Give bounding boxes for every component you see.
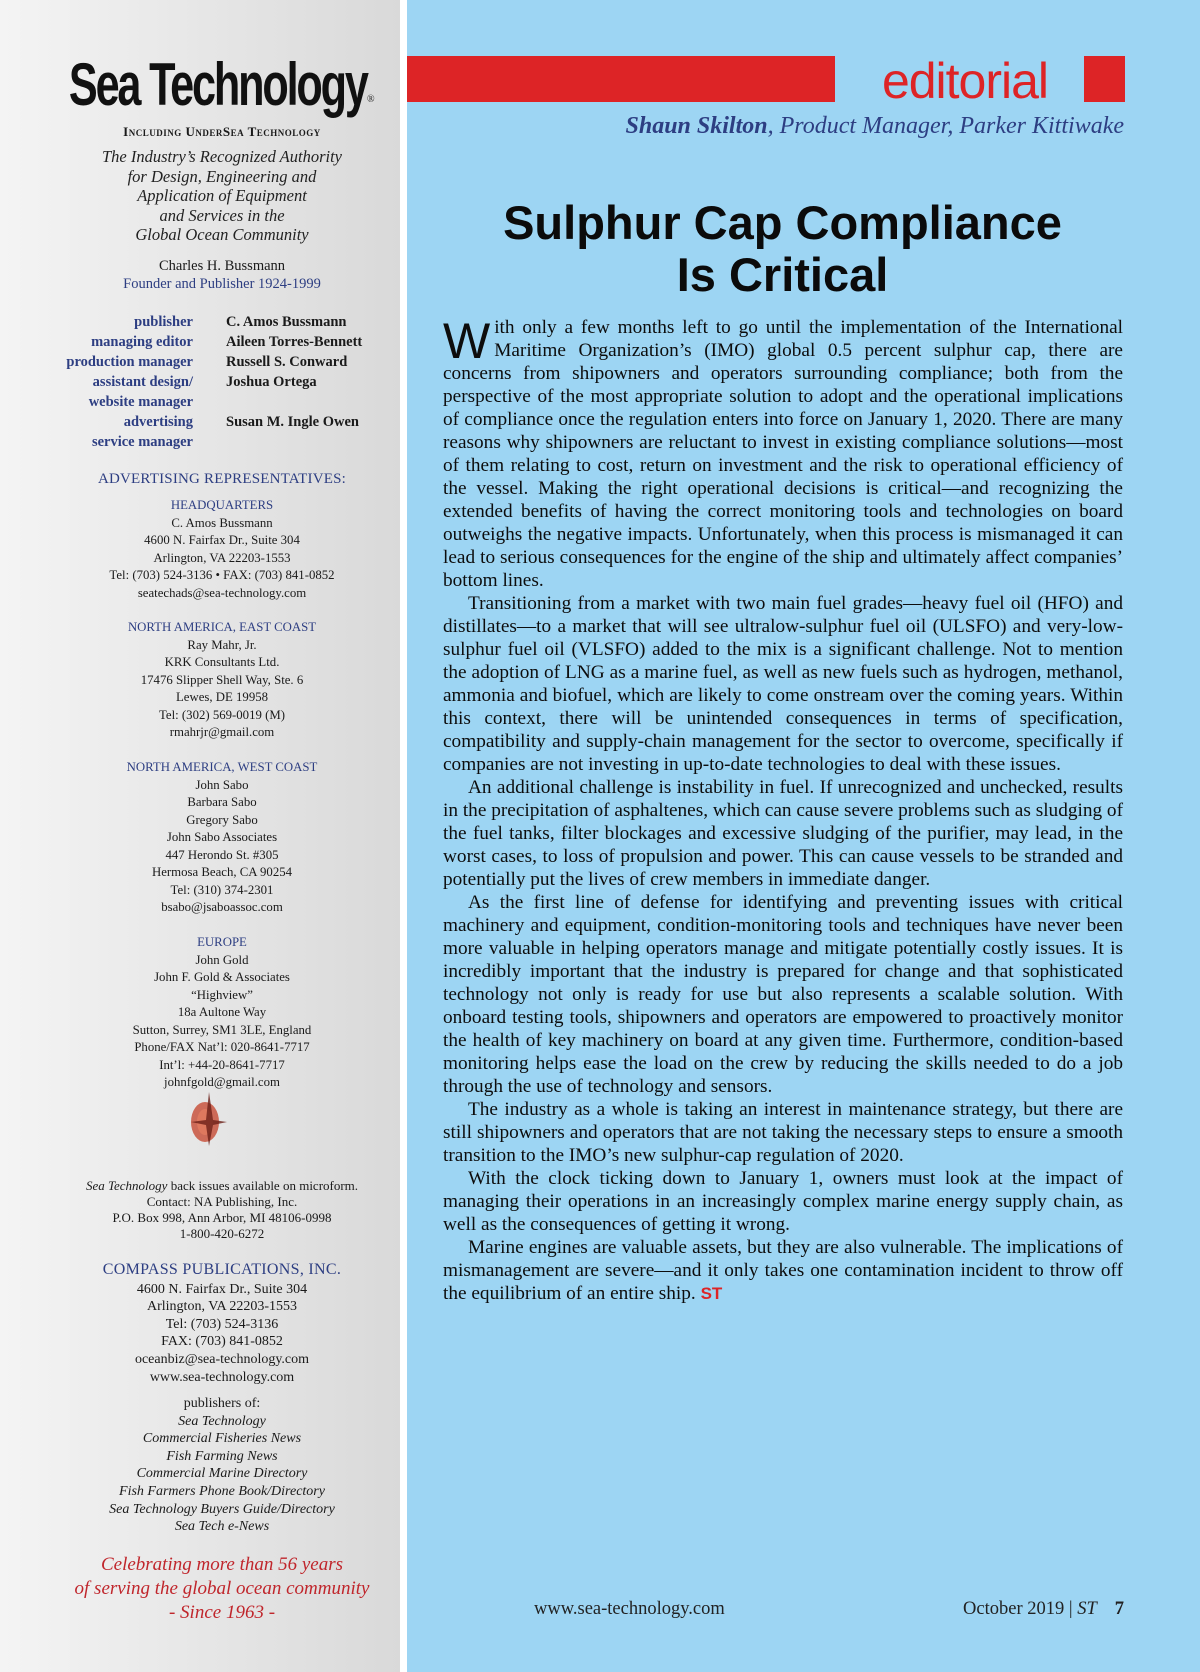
section-label: editorial	[881, 53, 1049, 109]
staff-row: assistant design/ Joshua Ortega	[92, 374, 317, 390]
article-paragraph: With only a few months left to go until the implementation of the International Maritime Organization’s (IMO) global 0.5 percent sulphur cap, there are concerns from shipowners and operators surrounding compliance; both from the perspective of the most appropriate solution to adopt and the operational implications of compliance once the regulation enters into force on January 1, 2020. There are many reasons why shipowners are reluctant to invest in existing compliance solutions—most of them relating to cost, return on investment and the risk to operational efficiency of the vessel. Making the right operational decisions is critical—and recognizing the extended benefits of having the correct monitoring tools and technologies on board outweighs the negative impacts. Unfortunately, when this process is mismanaged it can lead to serious consequences for the engine of the ship and ultimately affect companies’ bottom lines.	[443, 313, 1123, 591]
author-title: , Product Manager, Parker Kittiwake	[767, 113, 1124, 139]
staff-row: website manager	[88, 394, 193, 410]
article-paragraph: With the clock ticking down to January 1, owners must look at the impact of managing their operations in an increasingly complex marine energy supply chain, as well as the consequences of getting it wrong.	[443, 1168, 1123, 1235]
compass-publications: COMPASS PUBLICATIONS, INC. 4600 N. Fairfax Dr., Suite 304 Arlington, VA 22203-1553 Tel: (703) 524-3136 FAX: (703) 841-0852 oceanbiz@sea-technology.com www.sea-technology.com	[0, 1261, 444, 1386]
staff-list	[0, 312, 400, 452]
logo-tagline: Including UnderSea Technology	[123, 124, 321, 139]
footer-url[interactable]: www.sea-technology.com	[534, 1599, 725, 1619]
website-link[interactable]: www.sea-technology.com	[149, 1369, 295, 1385]
compass-rose-icon	[187, 1090, 227, 1146]
section-red-bar	[407, 56, 835, 102]
logo-text: Sea Technology	[69, 51, 368, 118]
author-name: Shaun Skilton	[625, 113, 768, 139]
founder-credit	[0, 257, 444, 293]
rep-east-coast: NORTH AMERICA, EAST COAST Ray Mahr, Jr. KRK Consultants Ltd. 17476 Slipper Shell Way, Ste. 6 Lewes, DE 19958 Tel: (302) 569-0019 (M) rmahrjr@gmail.com	[0, 619, 444, 742]
section-red-square	[1084, 56, 1125, 102]
article-paragraph: Transitioning from a market with two main fuel grades—heavy fuel oil (HFO) and distillates—to a market that will see ultralow-sulphur fuel oil (ULSFO) and very-low-sulphur fuel oil (VLSFO) added to the mix is a significant challenge. Not to mention the adoption of LNG as a marine fuel, as well as new fuels such as hydrogen, methanol, ammonia and biofuel, which are likely to come onstream over the coming years. Within this context, there will be unintended consequences in terms of specification, compatibility and supply-chain management for the sector to overcome, specifically if companies are not investing in up-to-date technologies to deal with these issues.	[443, 593, 1123, 775]
staff-row: service manager	[91, 434, 193, 450]
end-mark: ST	[700, 1284, 723, 1303]
microform-notice: Sea Technology back issues available on microform. Contact: NA Publishing, Inc. P.O. Box 998, Ann Arbor, MI 48106-0998 1-800-420-6272	[85, 1178, 359, 1241]
staff-row: managing editor Aileen Torres-Bennett	[91, 334, 363, 350]
publications-list: publishers of: Sea Technology Commercial Fisheries News Fish Farming News Commercial Marine Directory Fish Farmers Phone Book/Directory Sea Technology Buyers Guide/Directory Sea Tech e-News	[109, 1396, 335, 1535]
author-byline	[626, 113, 1124, 140]
article-headline: Sulphur Cap Compliance Is Critical	[503, 196, 1062, 301]
rep-west-coast: NORTH AMERICA, WEST COAST John Sabo Barbara Sabo Gregory Sabo John Sabo Associates 447 Herondo St. #305 Hermosa Beach, CA 90254 Tel: (310) 374-2301 bsabo@jsaboassoc.com	[0, 759, 444, 917]
page-number: 7	[1114, 1599, 1124, 1619]
staff-row: production manager Russell S. Conward	[66, 354, 348, 370]
registered-mark: ®	[367, 94, 375, 105]
staff-row: publisher C. Amos Bussmann	[134, 314, 347, 330]
anniversary-slogan: Celebrating more than 56 years of serving the global ocean community - Since 1963 -	[74, 1554, 370, 1623]
article-paragraph: The industry as a whole is taking an interest in maintenance strategy, but there are still shipowners and operators that are not taking the necessary steps to ensure a smooth transition to the IMO’s new sulphur-cap regulation of 2020.	[443, 1099, 1123, 1166]
drop-cap: W	[443, 313, 491, 369]
sea-technology-logo	[0, 51, 444, 118]
article-paragraph: As the first line of defense for identifying and preventing issues with critical machinery and equipment, condition-monitoring tools and techniques have never been more valuable in helping operators manage and mitigate potentially costly issues. It is incredibly important that the industry is prepared for change and that sophisticated technology not only is ready for use but also represents a scalable solution. With onboard testing tools, shipowners and operators are empowered to proactively monitor the health of key machinery on board at any given time. Furthermore, condition-based monitoring helps ease the load on the crew by reducing the skills needed to do a job through the use of technology and sensors.	[443, 892, 1123, 1097]
advertising-heading: ADVERTISING REPRESENTATIVES:	[97, 471, 347, 487]
rep-europe: EUROPE John Gold John F. Gold & Associates “Highview” 18a Aultone Way Sutton, Surrey, SM1 3LE, England Phone/FAX Nat’l: 020-8641-7717 Int’l: +44-20-8641-7717 johnfgold@gmail.com	[0, 934, 444, 1092]
email-link[interactable]: rmahrjr@gmail.com	[169, 725, 275, 739]
email-link[interactable]: oceanbiz@sea-technology.com	[134, 1351, 310, 1367]
founder-title: Founder and Publisher 1924-1999	[123, 276, 321, 292]
article-paragraph: An additional challenge is instability in fuel. If unrecognized and unchecked, results in the precipitation of asphaltenes, which can cause severe problems such as sludging of the fuel tanks, filter blockages and excessive sludging of the purifier, may lead, in the worst cases, to loss of propulsion and power. This can cause vessels to be stranded and potentially put the lives of crew members in immediate danger.	[443, 777, 1123, 890]
footer-issue: October 2019 | ST 7	[963, 1599, 1124, 1619]
staff-row: advertising Susan M. Ingle Owen	[123, 414, 359, 430]
article-paragraph: Marine engines are valuable assets, but they are also vulnerable. The implications of mismanagement are severe—and it only takes one contamination incident to throw off the equilibrium of an entire ship. ST	[443, 1237, 1123, 1304]
article-body	[443, 313, 1123, 1305]
email-link[interactable]: seatechads@sea-technology.com	[137, 585, 307, 600]
email-link[interactable]: johnfgold@gmail.com	[164, 1075, 280, 1089]
founder-name: Charles H. Bussmann	[158, 258, 286, 274]
rep-headquarters: HEADQUARTERS C. Amos Bussmann 4600 N. Fairfax Dr., Suite 304 Arlington, VA 22203-1553 Tel: (703) 524-3136 • FAX: (703) 841-0852 seatechads@sea-technology.com	[0, 497, 444, 602]
mission-statement: The Industry’s Recognized Authority for Design, Engineering and Application of Equipment and Services in the Global Ocean Community	[102, 147, 342, 244]
email-link[interactable]: bsabo@jsaboassoc.com	[161, 900, 283, 914]
